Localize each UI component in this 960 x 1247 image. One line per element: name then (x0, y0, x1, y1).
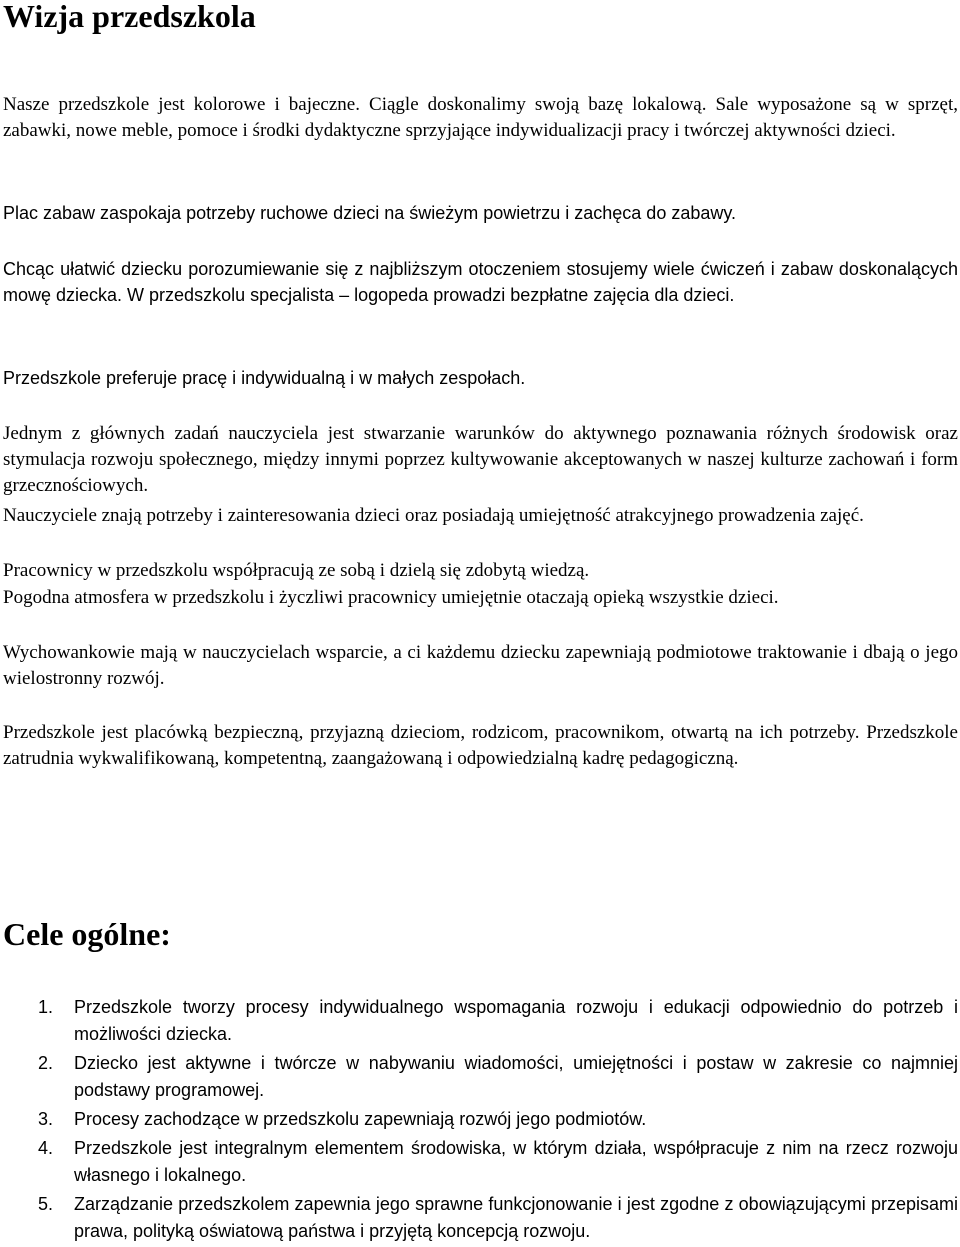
goal-number: 2. (38, 1053, 54, 1073)
goal-item (3, 994, 958, 1048)
goal-number: 3. (38, 1109, 54, 1129)
goal-item (3, 1050, 958, 1104)
vision-paragraph: Pracownicy w przedszkolu współpracują ze sobą i dzielą się zdobytą wiedzą. (3, 560, 590, 581)
vision-paragraph: Jednym z głównych zadań nauczyciela jest stwarzanie warunków do aktywnego poznawania różnych środowisk oraz stymulacja rozwoju społecznego, między innymi poprzez kultywowanie akceptowanych w naszej kulturze zachowań i form grzecznościowych. (3, 423, 958, 496)
goals-heading: Cele ogólne: (3, 916, 171, 952)
goal-number: 1. (38, 997, 54, 1017)
vision-paragraph: Plac zabaw zaspokaja potrzeby ruchowe dzieci na świeżym powietrzu i zachęca do zabawy. (3, 203, 737, 223)
page-title: Wizja przedszkola (3, 0, 256, 34)
goal-text: Dziecko jest aktywne i twórcze w nabywaniu wiadomości, umiejętności i postaw w zakresie co najmniej podstawy programowej. (74, 1053, 958, 1100)
vision-paragraph: Przedszkole preferuje pracę i indywidualną i w małych zespołach. (3, 368, 526, 388)
goal-item (3, 1135, 958, 1189)
goal-text: Przedszkole jest integralnym elementem środowiska, w którym działa, współpracuje z nim na rzecz rozwoju własnego i lokalnego. (74, 1138, 958, 1185)
goal-item (3, 1106, 958, 1133)
vision-paragraph: Chcąc ułatwić dziecku porozumiewanie się z najbliższym otoczeniem stosujemy wiele ćwiczeń i zabaw doskonalących mowę dziecka. W przedszkolu specjalista – logopeda prowadzi bezpłatne zajęcia dla dzieci. (3, 259, 958, 305)
vision-paragraph: Wychowankowie mają w nauczycielach wsparcie, a ci każdemu dziecku zapewniają podmiotowe traktowanie i dbają o jego wielostronny rozwój. (3, 642, 958, 689)
vision-paragraph: Pogodna atmosfera w przedszkolu i życzliwi pracownicy umiejętnie otaczają opieką wszystkie dzieci. (3, 587, 779, 608)
vision-paragraph: Nasze przedszkole jest kolorowe i bajeczne. Ciągle doskonalimy swoją bazę lokalową. Sale wyposażone są w sprzęt, zabawki, nowe meble, pomoce i środki dydaktyczne sprzyjające indywidualizacji pracy i twórczej aktywności dzieci. (3, 94, 958, 141)
vision-paragraph: Przedszkole jest placówką bezpieczną, przyjazną dzieciom, rodzicom, pracownikom, otwartą na ich potrzeby. Przedszkole zatrudnia wykwalifikowaną, kompetentną, zaangażowaną i odpowiedzialną kadrę pedagogiczną. (3, 722, 958, 769)
goal-number: 4. (38, 1138, 54, 1158)
goal-text: Procesy zachodzące w przedszkolu zapewniają rozwój jego podmiotów. (74, 1109, 647, 1129)
goals-list (3, 994, 958, 1247)
goal-number: 5. (38, 1194, 54, 1214)
goal-text: Przedszkole tworzy procesy indywidualnego wspomagania rozwoju i edukacji odpowiednio do potrzeb i możliwości dziecka. (74, 997, 958, 1044)
goal-item (3, 1191, 958, 1245)
vision-paragraph: Nauczyciele znają potrzeby i zainteresowania dzieci oraz posiadają umiejętność atrakcyjnego prowadzenia zajęć. (3, 505, 864, 526)
goal-text: Zarządzanie przedszkolem zapewnia jego sprawne funkcjonowanie i jest zgodne z obowiązującymi przepisami prawa, polityką oświatową państwa i przyjętą koncepcją rozwoju. (74, 1194, 958, 1241)
